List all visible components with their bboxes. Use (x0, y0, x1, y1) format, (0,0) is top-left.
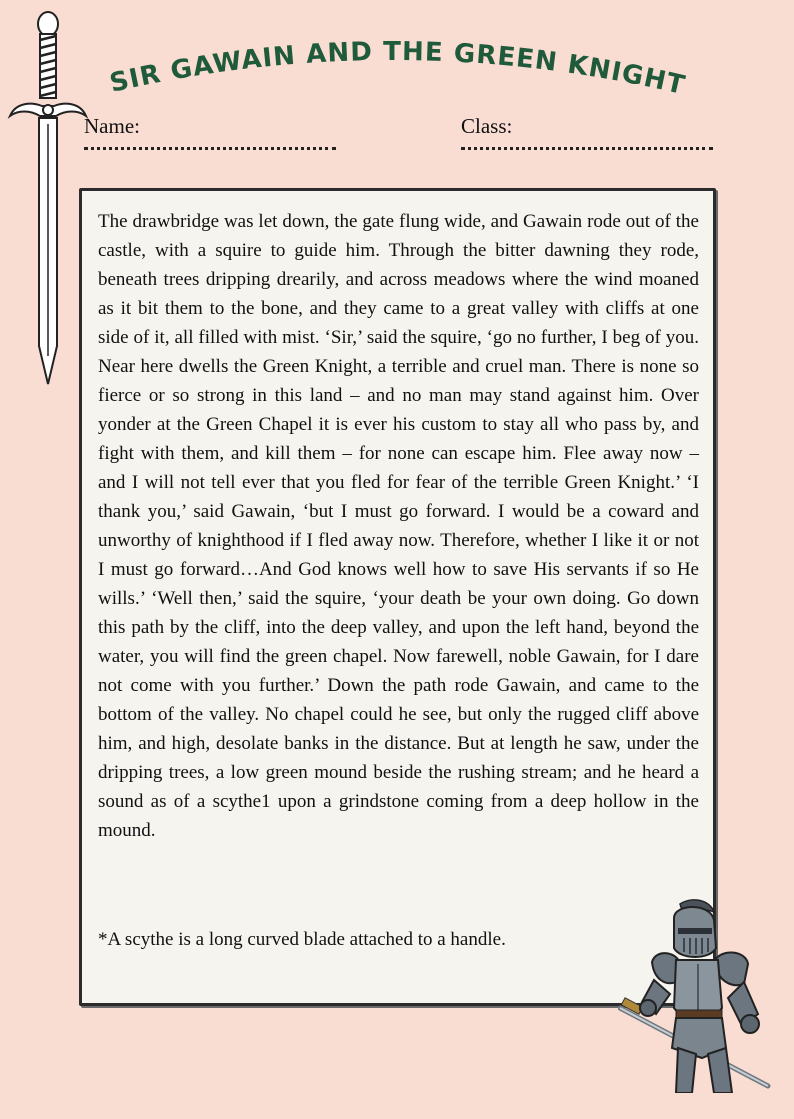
name-dotted-line (84, 141, 336, 150)
name-field[interactable] (84, 114, 336, 150)
class-dotted-line (461, 141, 713, 150)
name-label: Name: (84, 114, 140, 138)
page-title (100, 34, 700, 104)
passage-text: The drawbridge was let down, the gate flung wide, and Gawain rode out of the castle, with a squire to guide him. Through the bitter dawning they rode, beneath trees dripping drearily, and across meadows where the wind moaned as it bit them to the bone, and they came to a great valley with cliffs at one side of it, all filled with mist. ‘Sir,’ said the squire, ‘go no further, I beg of you. Near here dwells the Green Knight, a terrible and cruel man. There is none so fierce or so strong in this land – and no man may stand against him. Over yonder at the Green Chapel it is ever his custom to stay all who pass by, and fight with them, and kill them – for none can escape him. Flee away now – and I will not tell ever that you fled for fear of the terrible Green Knight.’ ‘I thank you,’ said Gawain, ‘but I must go forward. I would be a coward and unworthy of knighthood if I fled away now. Therefore, whether I like it or not I must go forward…And God knows well how to save His servants if so He wills.’ ‘Well then,’ said the squire, ‘your death be your own doing. Go down this path by the cliff, into the deep valley, and upon the left hand, beyond the water, you will find the green chapel. Now farewell, noble Gawain, for I dare not come with you further.’ Down the path rode Gawain, and came to the bottom of the valley. No chapel could he see, but only the rugged cliff above him, and high, desolate banks in the distance. But at length he saw, under the dripping trees, a low green mound beside the rushing stream; and he heard a sound as of a scythe1 upon a grindstone coming from a deep hollow in the mound. (98, 211, 699, 841)
svg-text:SIR GAWAIN AND THE GREEN KNIGH: SIR GAWAIN AND THE GREEN KNIGHT (107, 36, 689, 102)
passage-box (79, 188, 716, 1006)
class-label: Class: (461, 114, 513, 138)
class-field[interactable] (461, 114, 713, 150)
footnote: *A scythe is a long curved blade attached to a handle. (98, 929, 506, 950)
sword-icon (6, 6, 90, 388)
knight-icon (618, 898, 788, 1093)
